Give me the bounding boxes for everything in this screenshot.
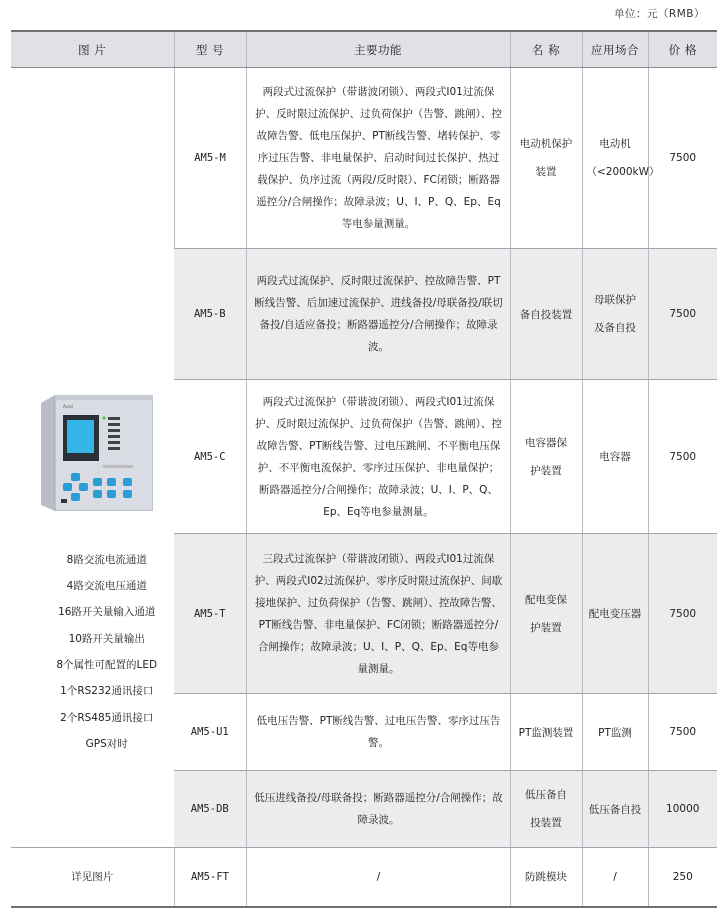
price-cell: 250 <box>648 848 717 907</box>
product-name-cell: 低压备自投装置 <box>510 771 582 848</box>
feature-item: 4路交流电压通道 <box>66 580 147 593</box>
function-cell: 三段式过流保护（带谐波闭锁）、两段式I01过流保护、两段式I02过流保护、零序反时限过流保护、间歇接地保护、过负荷保护（告警、跳闸）、控故障告警、PT断线告警、非电量保护、FC闭锁；断路器遥控分/合闸操作；故障录波；U、I、P、Q、Ep、Eq等电参量测量。 <box>246 534 510 694</box>
feature-item: GPS对时 <box>85 737 128 750</box>
product-name-cell: 备自投装置 <box>510 249 582 380</box>
model-cell: AM5-M <box>174 68 246 249</box>
header-scene: 应用场合 <box>582 31 648 68</box>
function-cell: / <box>246 848 510 907</box>
model-cell: AM5-C <box>174 380 246 534</box>
image-feature-cell <box>11 68 174 848</box>
feature-item: 8个属性可配置的LED <box>56 659 158 671</box>
price-cell: 7500 <box>648 380 717 534</box>
table-row <box>11 848 717 907</box>
price-table <box>11 30 717 908</box>
model-cell: AM5-FT <box>174 848 246 907</box>
function-cell: 两段式过流保护、反时限过流保护、控故障告警、PT断线告警、后加速过流保护、进线备投/母联备投/联切备投/自适应备投；断路器遥控分/合闸操作；故障录波。 <box>246 249 510 380</box>
model-cell: AM5-T <box>174 534 246 694</box>
product-name-cell: 防跳模块 <box>510 848 582 907</box>
image-note-cell: 详见图片 <box>11 848 174 907</box>
header-model: 型 号 <box>174 31 246 68</box>
function-cell: 两段式过流保护（带谐波闭锁）、两段式I01过流保护、反时限过流保护、过负荷保护（告警、跳闸）、控故障告警、PT断线告警、过电压跳闸、不平衡电压保护、不平衡电流保护、零序过压保护、非电量保护；断路器遥控分/合闸操作；故障录波；U、I、P、Q、Ep、Eq等电参量测量。 <box>246 380 510 534</box>
header-image: 图 片 <box>11 31 174 68</box>
model-cell: AM5-B <box>174 249 246 380</box>
svg-text:Acrel: Acrel <box>63 403 73 409</box>
product-name-cell: 电容器保护装置 <box>510 380 582 534</box>
header-function: 主要功能 <box>246 31 510 68</box>
header-name: 名 称 <box>510 31 582 68</box>
model-cell: AM5-U1 <box>174 694 246 771</box>
scene-cell: 电容器 <box>582 380 648 534</box>
table-row <box>11 68 717 249</box>
function-cell: 两段式过流保护（带谐波闭锁）、两段式I01过流保护、反时限过流保护、过负荷保护（告警、跳闸）、控故障告警、低电压保护、PT断线告警、堵转保护、零序过压告警、非电量保护、启动时间过长保护、热过载保护、负序过流（两段/反时限）、FC闭锁；断路器遥控分/合闸操作；故障录波；U、I、P、Q、Ep、Eq等电参量测量。 <box>246 68 510 249</box>
price-cell: 7500 <box>648 68 717 249</box>
feature-item: 2个RS485通讯接口 <box>60 711 154 724</box>
feature-item: 8路交流电流通道 <box>66 553 147 566</box>
function-cell: 低电压告警、PT断线告警、过电压告警、零序过压告警。 <box>246 694 510 771</box>
feature-item: 10路开关量输出 <box>68 632 145 645</box>
feature-list <box>40 547 174 757</box>
relay-protection-device-photo <box>41 395 153 511</box>
header-price: 价 格 <box>648 31 717 68</box>
product-name-cell: 电动机保护装置 <box>510 68 582 249</box>
unit-label: 单位：元（RMB） <box>613 8 705 20</box>
price-cell: 7500 <box>648 534 717 694</box>
scene-cell: PT监测 <box>582 694 648 771</box>
function-cell: 低压进线备投/母联备投；断路器遥控分/合闸操作；故障录波。 <box>246 771 510 848</box>
scene-cell: 电动机（<2000kW） <box>582 68 648 249</box>
scene-cell: / <box>582 848 648 907</box>
price-cell: 7500 <box>648 249 717 380</box>
product-name-cell: PT监测装置 <box>510 694 582 771</box>
feature-item: 1个RS232通讯接口 <box>60 685 154 698</box>
table-header-row <box>11 31 717 68</box>
feature-item: 16路开关量输入通道 <box>58 606 156 619</box>
price-cell: 7500 <box>648 694 717 771</box>
model-cell: AM5-DB <box>174 771 246 848</box>
product-name-cell: 配电变保护装置 <box>510 534 582 694</box>
scene-cell: 配电变压器 <box>582 534 648 694</box>
scene-cell: 母联保护及备自投 <box>582 249 648 380</box>
scene-cell: 低压备自投 <box>582 771 648 848</box>
price-cell: 10000 <box>648 771 717 848</box>
